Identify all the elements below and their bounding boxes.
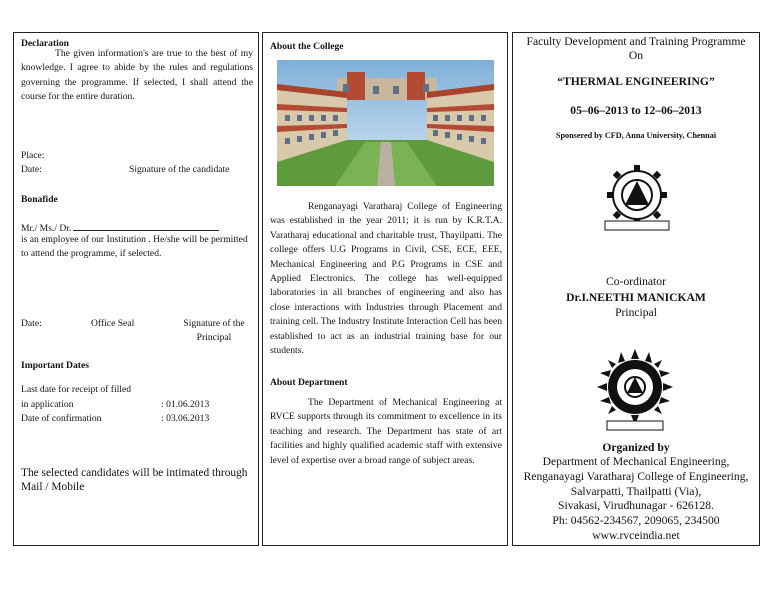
- organized-by-heading: Organized by: [602, 441, 670, 454]
- about-college-heading: About the College: [270, 41, 344, 52]
- org-line-3: Salvarpatti, Thailpatti (Via),: [570, 484, 702, 498]
- last-date-label-2: in application: [21, 399, 74, 410]
- panel-programme: [512, 32, 760, 546]
- about-department-text: The Department of Mechanical Engineering at RVCE supports through its commitment to excellence in its teaching and research. The Department has state of art facilities and highly qualified academic staff with extensive level of expertise over a broad range of subject areas.: [270, 397, 502, 466]
- office-seal: Office Seal: [91, 318, 135, 329]
- sponsor-line: Sponsered by CFD, Anna University, Chennai: [555, 131, 717, 140]
- signature-candidate: Signature of the candidate: [129, 164, 230, 175]
- coordinator-name: Dr.I.NEETHI MANICKAM: [566, 291, 706, 304]
- declaration-heading: Declaration: [21, 38, 69, 49]
- signature-principal: Signature of the Principal: [183, 318, 245, 344]
- bonafide-heading: Bonafide: [21, 194, 58, 205]
- org-website[interactable]: www.rvceindia.net: [592, 528, 680, 542]
- organizer-address: [513, 455, 759, 544]
- coordinator-label: Co-ordinator: [606, 275, 666, 288]
- last-date-label-1: Last date for receipt of filled: [21, 384, 132, 395]
- important-dates-heading: Important Dates: [21, 360, 89, 371]
- panel-declaration: [13, 32, 259, 546]
- programme-line-1: Faculty Development and Training Programme: [526, 35, 746, 48]
- coordinator-role: Principal: [615, 306, 657, 319]
- declaration-text: The given information's are true to the best of my knowledge. I agree to abide by the rules and regulations governing the programme. If selected, I shall attend the course for the entire duration.: [21, 48, 253, 103]
- confirmation-value: : 03.06.2013: [161, 413, 210, 424]
- org-line-5: Ph: 04562-234567, 209065, 234500: [552, 514, 720, 528]
- college-seal-logo-icon: [597, 349, 673, 435]
- place-label: Place:: [21, 150, 45, 161]
- programme-heading: [513, 35, 759, 63]
- org-line-1: Department of Mechanical Engineering,: [542, 455, 730, 468]
- college-campus-image: [277, 60, 494, 186]
- about-college-text: Renganayagi Varatharaj College of Engineering was established in the year 2011; it is run by K.R.T.A. Varatharaj educational and charitable trust, Thayilpatti. The college offers U.G Programs in Civil, CSE, ECE, EEE, Mechanical Engineering and P.G Programs in CSE and Applied Electronics. The college has well-equipped laboratories in all branches of engineering and also has close interactions with Industries through Placement and training cell. The Industry Institute Interaction Cell has been established to act as an industrial training base for our students.: [270, 201, 502, 357]
- anna-university-logo-icon: [599, 159, 675, 235]
- confirmation-label: Date of confirmation: [21, 413, 102, 424]
- panel-about: [262, 32, 508, 546]
- last-date-value: : 01.06.2013: [161, 399, 210, 410]
- employee-text: is an employee of our Institution . He/she will be permitted to attend the programme, if selected.: [21, 234, 248, 260]
- programme-dates: 05–06–2013 to 12–06–2013: [570, 104, 702, 117]
- about-department-heading: About Department: [270, 377, 348, 388]
- name-blank-line: [73, 221, 219, 231]
- date-label: Date:: [21, 164, 42, 175]
- date-label-2: Date:: [21, 318, 42, 329]
- selected-note: The selected candidates will be intimated through Mail / Mobile: [21, 467, 248, 493]
- org-line-2: Renganayagi Varatharaj College of Engineering,: [523, 469, 749, 483]
- name-line: Mr./ Ms./ Dr.: [21, 221, 219, 236]
- programme-title: “THERMAL ENGINEERING”: [557, 75, 715, 88]
- org-line-4: Sivakasi, Virudhunagar - 626128.: [558, 499, 714, 513]
- programme-line-2: On: [628, 49, 644, 62]
